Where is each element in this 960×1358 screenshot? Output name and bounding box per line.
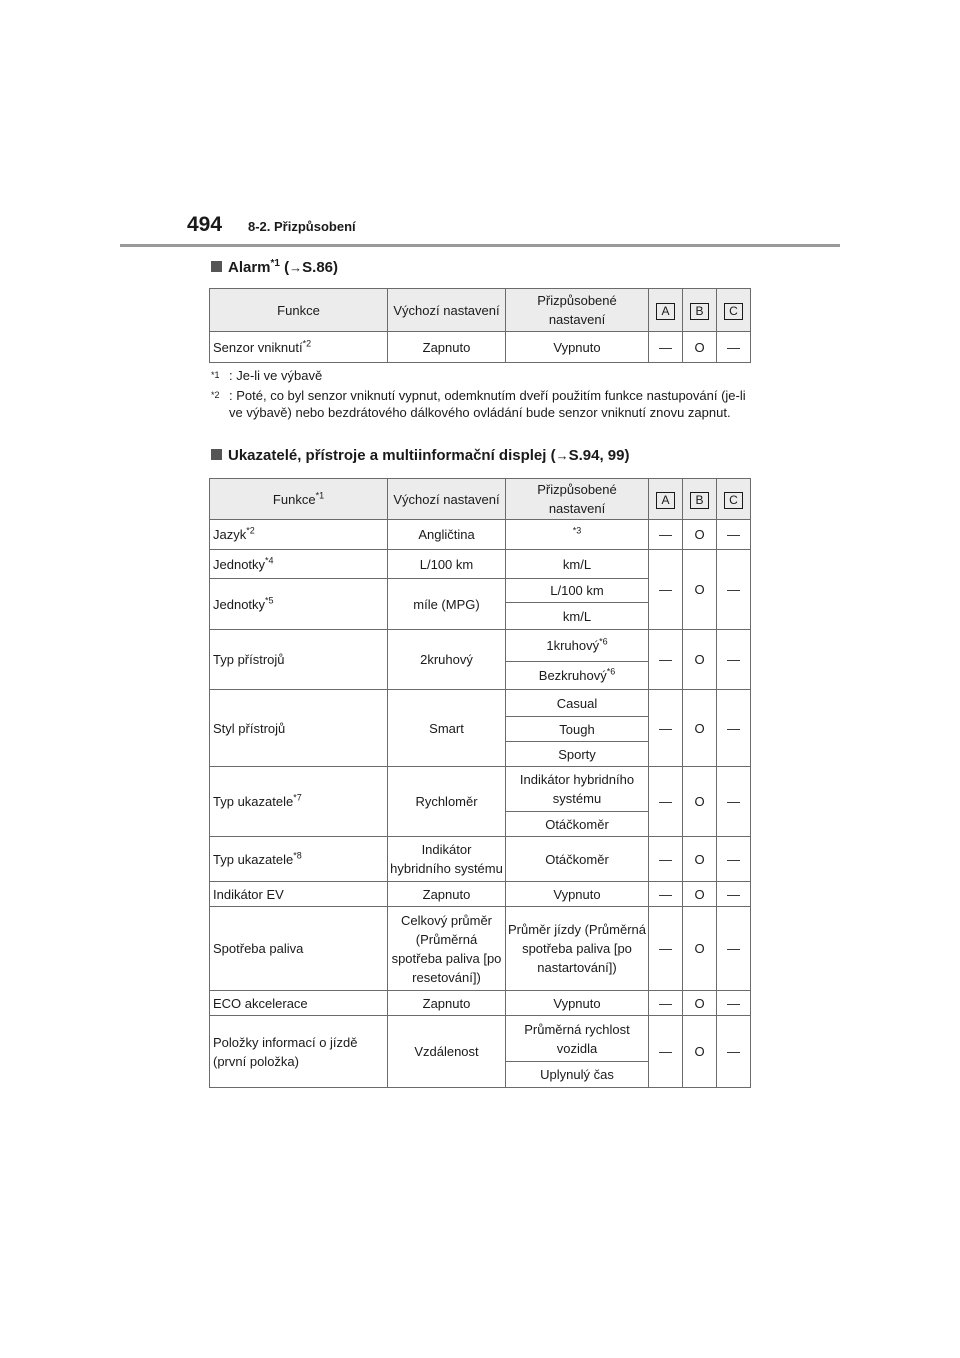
cell-vychozi: míle (MPG) xyxy=(388,579,506,630)
cell-c: — xyxy=(717,907,751,991)
cell-funkce: Indikátor EV xyxy=(210,882,388,907)
cell-prizpusobene: Uplynulý čas xyxy=(506,1062,649,1088)
table-row xyxy=(210,767,751,812)
table-row xyxy=(210,907,751,991)
table-row xyxy=(210,837,751,882)
box-a-icon: A xyxy=(656,492,675,509)
cell-a: — xyxy=(649,690,683,767)
cell-prizpusobene: *3 xyxy=(506,520,649,550)
page-reference: S.94, 99) xyxy=(568,447,630,464)
cell-prizpusobene: Průměrná rychlost vozidla xyxy=(506,1016,649,1062)
header-vychozi: Výchozí nastavení xyxy=(388,479,506,520)
cell-prizpusobene: Indikátor hybridního systému xyxy=(506,767,649,812)
box-b-icon: B xyxy=(690,492,709,509)
cell-prizpusobene: Vypnuto xyxy=(506,332,649,363)
cell-b: O xyxy=(683,520,717,550)
cell-prizpusobene: Sporty xyxy=(506,742,649,767)
cell-c: — xyxy=(717,550,751,630)
cell-vychozi: Smart xyxy=(388,690,506,767)
cell-funkce: Jednotky$^{*5}$ xyxy=(210,579,388,630)
cell-vychozi: Vzdálenost xyxy=(388,1016,506,1088)
table-row xyxy=(210,991,751,1016)
box-b-icon: B xyxy=(690,303,709,320)
cell-vychozi: 2kruhový xyxy=(388,630,506,690)
header-funkce: Funkce$^{*1}$ xyxy=(210,479,388,520)
cell-funkce: Spotřeba paliva xyxy=(210,907,388,991)
cell-c: — xyxy=(717,520,751,550)
cell-b: O xyxy=(683,907,717,991)
cell-a: — xyxy=(649,520,683,550)
cell-a: — xyxy=(649,882,683,907)
cell-funkce: Typ přístrojů xyxy=(210,630,388,690)
header-funkce: Funkce xyxy=(210,289,388,332)
cell-prizpusobene: Vypnuto xyxy=(506,882,649,907)
header-c xyxy=(717,289,751,332)
cell-vychozi: Zapnuto xyxy=(388,882,506,907)
cell-funkce: Jednotky$^{*4}$ xyxy=(210,550,388,579)
header-vychozi: Výchozí nastavení xyxy=(388,289,506,332)
cell-a: — xyxy=(649,550,683,630)
cell-c: — xyxy=(717,837,751,882)
header-divider xyxy=(120,244,840,247)
cell-vychozi: Zapnuto xyxy=(388,332,506,363)
arrow-right-icon: → xyxy=(289,260,303,275)
cell-prizpusobene: Vypnuto xyxy=(506,991,649,1016)
cell-prizpusobene: L/100 km xyxy=(506,579,649,603)
cell-b: O xyxy=(683,767,717,837)
header-a xyxy=(649,289,683,332)
cell-c: — xyxy=(717,767,751,837)
table-row xyxy=(210,1016,751,1062)
cell-b: O xyxy=(683,1016,717,1088)
cell-vychozi: Celkový průměr (Průměrná spotřeba paliva [po resetování]) xyxy=(388,907,506,991)
cell-c: — xyxy=(717,690,751,767)
cell-a: — xyxy=(649,767,683,837)
box-a-icon: A xyxy=(656,303,675,320)
page-reference: S.86) xyxy=(302,259,339,276)
table-row xyxy=(210,550,751,579)
header-c xyxy=(717,479,751,520)
cell-prizpusobene: Otáčkoměr xyxy=(506,812,649,837)
square-bullet-icon xyxy=(211,449,222,460)
cell-b: O xyxy=(683,991,717,1016)
arrow-right-icon: → xyxy=(555,448,569,463)
table-row xyxy=(210,630,751,662)
cell-funkce: Typ ukazatele$^{*8}$ xyxy=(210,837,388,882)
header-a xyxy=(649,479,683,520)
cell-a: — xyxy=(649,332,683,363)
cell-a: — xyxy=(649,991,683,1016)
footnote-2: $^{*2}$ : Poté, co byl senzor vniknutí vypnut, odemknutím dveří použitím funkce nastupování (je-li ve výbavě) nebo bezdrátového dálkového ovládání bude senzor vniknutí znovu zapnut. xyxy=(211,388,746,421)
cell-prizpusobene: 1kruhový$^{*6}$ xyxy=(506,630,649,662)
cell-prizpusobene: Casual xyxy=(506,690,649,717)
cell-a: — xyxy=(649,837,683,882)
cell-b: O xyxy=(683,690,717,767)
cell-b: O xyxy=(683,882,717,907)
cell-funkce: Jazyk$^{*2}$ xyxy=(210,520,388,550)
table-row xyxy=(210,332,751,363)
page-number: 494 xyxy=(187,213,223,236)
cell-a: — xyxy=(649,907,683,991)
cell-prizpusobene: km/L xyxy=(506,550,649,579)
alarm-table xyxy=(209,288,751,363)
cell-prizpusobene: Otáčkoměr xyxy=(506,837,649,882)
cell-c: — xyxy=(717,991,751,1016)
cell-b: O xyxy=(683,332,717,363)
cell-c: — xyxy=(717,1016,751,1088)
cell-prizpusobene: Tough xyxy=(506,717,649,742)
header-b xyxy=(683,479,717,520)
cell-b: O xyxy=(683,550,717,630)
cell-c: — xyxy=(717,882,751,907)
cell-funkce: Styl přístrojů xyxy=(210,690,388,767)
box-c-icon: C xyxy=(724,303,743,320)
table-row xyxy=(210,882,751,907)
cell-vychozi: Angličtina xyxy=(388,520,506,550)
cell-vychozi: Rychloměr xyxy=(388,767,506,837)
cell-prizpusobene: km/L xyxy=(506,603,649,630)
table-row xyxy=(210,520,751,550)
heading-ukazatele: Ukazatelé, přístroje a multiinformační displej (→S.94, 99) xyxy=(211,447,629,464)
header-prizpusobene: Přizpůsobené nastavení xyxy=(506,479,649,520)
cell-b: O xyxy=(683,630,717,690)
cell-a: — xyxy=(649,1016,683,1088)
cell-funkce: Položky informací o jízdě (první položka) xyxy=(210,1016,388,1088)
cell-funkce: Senzor vniknutí$^{*2}$ xyxy=(210,332,388,363)
ukazatele-table xyxy=(209,478,751,1088)
section-title: 8-2. Přizpůsobení xyxy=(248,219,356,234)
cell-vychozi: Zapnuto xyxy=(388,991,506,1016)
header-b xyxy=(683,289,717,332)
footnote-1: $^{*1}$ : Je-li ve výbavě xyxy=(211,368,323,383)
cell-prizpusobene: Bezkruhový$^{*6}$ xyxy=(506,662,649,690)
cell-c: — xyxy=(717,332,751,363)
table-row xyxy=(210,690,751,717)
cell-funkce: Typ ukazatele$^{*7}$ xyxy=(210,767,388,837)
square-bullet-icon xyxy=(211,261,222,272)
heading-alarm: Alarm$^{*1}$ (→S.86) xyxy=(211,258,338,276)
cell-prizpusobene: Průměr jízdy (Průměrná spotřeba paliva [po nastartování]) xyxy=(506,907,649,991)
cell-b: O xyxy=(683,837,717,882)
cell-funkce: ECO akcelerace xyxy=(210,991,388,1016)
box-c-icon: C xyxy=(724,492,743,509)
cell-c: — xyxy=(717,630,751,690)
header-prizpusobene: Přizpůsobené nastavení xyxy=(506,289,649,332)
footnotes xyxy=(211,367,756,421)
cell-vychozi: L/100 km xyxy=(388,550,506,579)
cell-vychozi: Indikátor hybridního systému xyxy=(388,837,506,882)
cell-a: — xyxy=(649,630,683,690)
